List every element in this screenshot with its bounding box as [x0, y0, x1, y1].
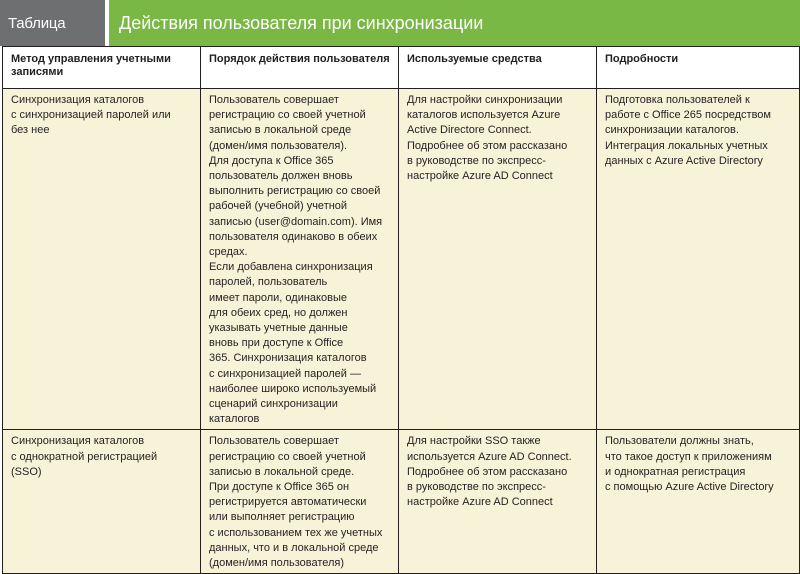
cell-text-line: 365. Синхронизация каталогов — [209, 352, 367, 365]
table-row — [3, 89, 800, 430]
cell-text-line: с помощью Azure Active Directory — [605, 481, 774, 494]
cell-text-line: или выполняет регистрацию — [209, 511, 355, 524]
cell-text-line: Пользователи должны знать, — [605, 435, 754, 448]
cell-text-line: в руководстве по экспресс- — [407, 481, 546, 494]
cell-text-line: Для доступа к Office 365 — [209, 154, 334, 167]
cell-text-line: записью (user@domain.com). Имя — [209, 215, 383, 228]
cell-tools — [399, 430, 597, 574]
cell-details — [597, 89, 800, 430]
cell-method — [3, 430, 201, 574]
cell-text-line: Синхронизация каталогов — [11, 94, 145, 106]
cell-text-line: вновь при доступе к Office — [209, 337, 344, 350]
cell-text-line: в руководстве по экспресс- — [407, 154, 546, 167]
column-header-details — [597, 47, 800, 89]
cell-text-line: что такое доступ к приложениям — [605, 450, 772, 463]
cell-text-line: Синхронизация каталогов — [11, 435, 145, 448]
cell-text-line: с синхронизацией паролей или — [11, 109, 171, 122]
cell-text-line: паролей, пользователь — [209, 276, 328, 289]
cell-text-line: (домен/имя пользователя). — [209, 139, 348, 152]
cell-text-line: Интеграция локальных учетных — [605, 139, 768, 152]
cell-text-line: настройке Azure AD Connect — [407, 496, 553, 509]
header-line: Порядок действия пользователя — [209, 53, 390, 65]
cell-text-line: с однократной регистрацией — [11, 450, 158, 463]
table-banner — [0, 0, 800, 46]
cell-text-line: с использованием тех же учетных — [209, 526, 383, 539]
cell-text-line: данных, что и в локальной среде — [209, 541, 379, 554]
cell-text-line: выполнить регистрацию со своей — [209, 185, 381, 198]
cell-text-line: (SSO) — [11, 465, 42, 478]
cell-text-line: регистрацию со своей учетной — [209, 450, 366, 463]
cell-text-line: регистрацию со своей учетной — [209, 109, 366, 122]
header-line: записями — [11, 66, 64, 78]
cell-text-line: настройке Azure AD Connect — [407, 170, 553, 183]
cell-text-line: записью в локальной среде — [209, 124, 352, 137]
cell-details — [597, 430, 800, 574]
cell-text-line: и однократная регистрация — [605, 465, 746, 478]
cell-text-line: Для настройки SSO также — [407, 435, 541, 448]
cell-text-line: Подробнее об этом рассказано — [407, 465, 568, 478]
cell-user-actions — [201, 89, 399, 430]
cell-text-line: сценарий синхронизации — [209, 398, 338, 411]
cell-text-line: пользователя одинаково в обеих — [209, 230, 378, 243]
cell-text-line: каталогов — [209, 413, 260, 426]
cell-user-actions — [201, 430, 399, 574]
table-row — [3, 430, 800, 574]
column-header-method — [3, 47, 201, 89]
cell-text-line: При доступе к Office 365 он — [209, 481, 350, 494]
header-line: Используемые средства — [407, 53, 542, 65]
table-title: Действия пользователя при синхронизации — [109, 0, 800, 46]
cell-text-line: рабочей (учебной) учетной — [209, 200, 348, 213]
cell-method — [3, 89, 201, 430]
cell-text-line: имеет пароли, одинаковые — [209, 291, 347, 304]
cell-text-line: для обеих сред, но должен — [209, 306, 348, 319]
cell-text-line: (домен/имя пользователя) — [209, 557, 345, 570]
cell-tools — [399, 89, 597, 430]
cell-text-line: каталогов используется Azure — [407, 109, 561, 122]
cell-text-line: регистрируется автоматически — [209, 496, 367, 509]
cell-text-line: записью в локальной среде. — [209, 465, 355, 478]
cell-text-line: без нее — [11, 124, 50, 137]
cell-text-line: Для настройки синхронизации — [407, 94, 563, 106]
cell-text-line: наиболее широко используемый — [209, 382, 377, 395]
cell-text-line: Если добавлена синхронизация — [209, 261, 373, 274]
cell-text-line: используется Azure AD Connect. — [407, 450, 572, 463]
cell-text-line: средах. — [209, 246, 248, 259]
cell-text-line: синхронизации каталогов. — [605, 124, 739, 137]
header-line: Метод управления учетными — [11, 53, 171, 65]
cell-text-line: Пользователь совершает — [209, 435, 339, 448]
table-header-row — [3, 47, 800, 89]
cell-text-line: пользователь должен вновь — [209, 170, 353, 183]
cell-text-line: Active Directore Connect. — [407, 124, 532, 137]
column-header-tools — [399, 47, 597, 89]
table-label: Таблица — [0, 0, 105, 46]
column-header-user-actions — [201, 47, 399, 89]
sync-actions-table — [2, 46, 800, 574]
cell-text-line: Подробнее об этом рассказано — [407, 139, 568, 152]
header-line: Подробности — [605, 53, 679, 65]
cell-text-line: указывать учетные данные — [209, 322, 348, 335]
cell-text-line: Пользователь совершает — [209, 94, 339, 106]
cell-text-line: работе с Office 265 посредством — [605, 109, 771, 122]
cell-text-line: Подготовка пользователей к — [605, 94, 750, 106]
cell-text-line: данных с Azure Active Directory — [605, 154, 763, 167]
cell-text-line: с синхронизацией паролей — — [209, 367, 361, 380]
